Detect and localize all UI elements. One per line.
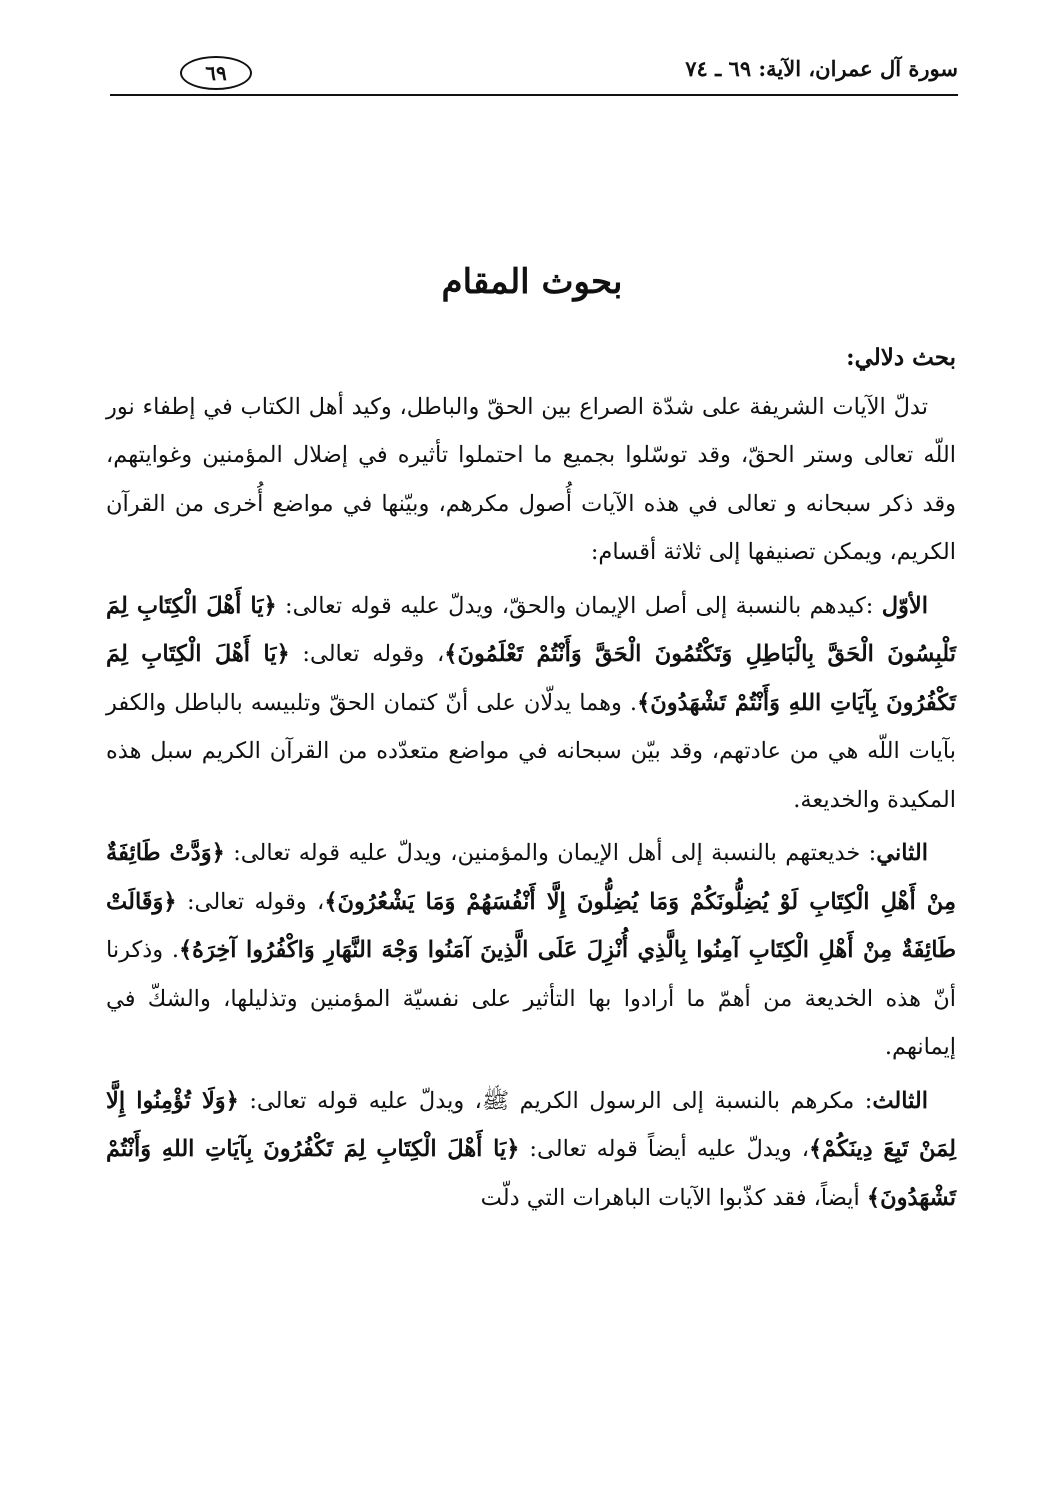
- paragraph-third: [106, 1077, 956, 1223]
- quran-verse: ﴿يَا أَهْلَ الْكِتَابِ لِمَ تَكْفُرُونَ بِآيَاتِ اللهِ وَأَنْتُمْ تَشْهَدُونَ﴾: [106, 1136, 956, 1211]
- quran-verse: ﴿يَا أَهْلَ الْكِتَابِ لِمَ تَكْفُرُونَ بِآيَاتِ اللهِ وَأَنْتُمْ تَشْهَدُونَ﴾: [106, 641, 956, 716]
- text-segment: ، ويدلّ عليه أيضاً قوله تعالى:: [519, 1136, 809, 1162]
- paragraph-first: [106, 582, 956, 825]
- page-header: [110, 52, 958, 96]
- running-title: سورة آل عمران، الآية: ٦٩ ـ ٧٤: [685, 56, 958, 81]
- quran-verse: ﴿وَدَّتْ طَائِفَةٌ مِنْ أَهْلِ الْكِتَابِ لَوْ يُضِلُّونَكُمْ وَمَا يُضِلُّونَ إِلَّا أَنْفُسَهُمْ وَمَا يَشْعُرُونَ﴾: [106, 840, 956, 915]
- text-segment: . وهما يدلّان على أنّ كتمان الحقّ وتلبيسه بالباطل والكفر بآيات اللّه هي من عادتهم، وقد بيّن سبحانه في مواضع متعدّده من القرآن الكريم سبل هذه المكيدة والخديعة.: [106, 689, 956, 813]
- header-rule: [110, 94, 958, 96]
- text-segment: : خديعتهم بالنسبة إلى أهل الإيمان والمؤمنين، ويدلّ عليه قوله تعالى:: [224, 840, 877, 866]
- page-number: ٦٩: [180, 56, 252, 90]
- text-segment: ، وقوله تعالى:: [289, 641, 445, 667]
- text-segment: :كيدهم بالنسبة إلى أصل الإيمان والحقّ، ويدلّ عليه قوله تعالى:: [276, 592, 882, 619]
- page-body: [106, 334, 956, 1227]
- section-title: بحوث المقام: [441, 262, 623, 302]
- lead-third: الثالث: [872, 1087, 929, 1114]
- lead-first: الأوّل: [881, 592, 928, 619]
- subheading: بحث دلالي:: [846, 344, 956, 371]
- paragraph-second: [106, 829, 956, 1072]
- text-segment: أيضاً، فقد كذّبوا الآيات الباهرات التي دلّت: [480, 1184, 867, 1211]
- lead-second: الثاني: [876, 840, 928, 866]
- text-segment: : مكرهم بالنسبة إلى الرسول الكريم ﷺ، ويدلّ عليه قوله تعالى:: [238, 1087, 873, 1114]
- text-segment: . وذكرنا أنّ هذه الخديعة من أهمّ ما أرادوا بها التأثير على نفسيّة المؤمنين وتذليلها، والشكّ في إيمانهم.: [106, 937, 956, 1060]
- quran-verse: ﴿يَا أَهْلَ الْكِتَابِ لِمَ تَلْبِسُونَ الْحَقَّ بِالْبَاطِلِ وَتَكْتُمُونَ الْحَقَّ وَأَنْتُمْ تَعْلَمُونَ﴾: [106, 592, 957, 667]
- text-segment: ، وقوله تعالى:: [176, 888, 325, 915]
- quran-verse: ﴿وَلَا تُؤْمِنُوا إِلَّا لِمَنْ تَبِعَ دِينَكُمْ﴾: [106, 1087, 957, 1162]
- quran-verse: ﴿وَقَالَتْ طَائِفَةٌ مِنْ أَهْلِ الْكِتَابِ آمِنُوا بِالَّذِي أُنْزِلَ عَلَى الَّذِينَ آمَنُوا وَجْهَ النَّهَارِ وَاكْفُرُوا آخِرَهُ﴾: [106, 888, 956, 963]
- intro-paragraph: تدلّ الآيات الشريفة على شدّة الصراع بين الحقّ والباطل، وكيد أهل الكتاب في إطفاء نور اللّه تعالى وستر الحقّ، وقد توسّلوا بجميع ما احتملوا تأثيره في إضلال المؤمنين وغوايتهم، وقد ذكر سبحانه و تعالى في هذه الآيات أُصول مكرهم، وبيّنها في مواضع أُخرى من القرآن الكريم، ويمكن تصنيفها إلى ثلاثة أقسام:: [106, 393, 956, 565]
